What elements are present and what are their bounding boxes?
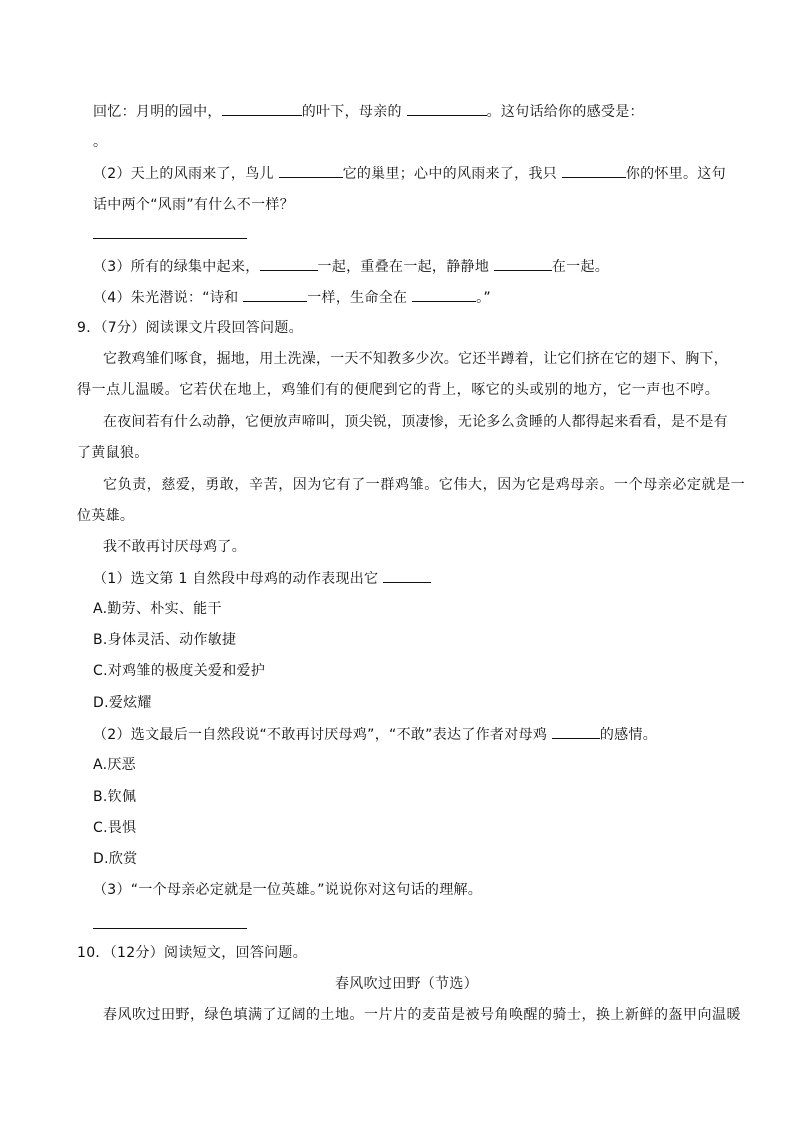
q8-recall-text-b: 的叶下，母亲的 xyxy=(301,104,407,120)
q9-sub2-option-a[interactable]: A.厌恶 xyxy=(93,757,136,773)
q9-para3-line1: 它负责，慈爱，勇敢，辛苦，因为它有了一群鸡雏。它伟大，因为它是鸡母亲。一个母亲必定就是一 xyxy=(103,477,746,493)
q8-part4-text-b: 一样，生命全在 xyxy=(307,290,413,306)
q8-part2-text-b: 它的巢里；心中的风雨来了，我只 xyxy=(342,166,562,182)
q9-sub1-option-b[interactable]: B.身体灵活、动作敏捷 xyxy=(93,632,237,648)
q8-part3-line xyxy=(93,256,609,277)
q8-part4-line xyxy=(93,287,491,308)
q9-sub2-option-b[interactable]: B.钦佩 xyxy=(93,789,137,805)
q8-recall-end: 。 xyxy=(93,134,108,150)
q9-sub1-option-c[interactable]: C.对鸡雏的极度关爱和爱护 xyxy=(93,663,266,679)
q8-recall-blank-2[interactable] xyxy=(407,101,487,116)
q9-para3-line2: 位英雄。 xyxy=(77,508,135,524)
q9-sub1-option-a[interactable]: A.勤劳、朴实、能干 xyxy=(93,601,222,617)
q10-para1-line1: 春风吹过田野，绿色填满了辽阔的土地。一片片的麦苗是被号角唤醒的骑士，换上新鲜的盔甲向温暖 xyxy=(103,1007,741,1023)
q9-para4: 我不敢再讨厌母鸡了。 xyxy=(103,539,246,555)
q8-part3-text-c: 在一起。 xyxy=(551,259,610,275)
q9-para1-line1: 它教鸡雏们啄食，掘地，用土洗澡，一天不知教多少次。它还半蹲着，让它们挤在它的翅下、胸下， xyxy=(103,351,728,367)
q8-recall-text-a: 回忆：月明的园中， xyxy=(93,104,222,120)
q8-part2-text-a: （2）天上的风雨来了，鸟儿 xyxy=(93,166,279,182)
q8-part3-text-b: 一起，重叠在一起，静静地 xyxy=(317,259,494,275)
q8-part3-blank-1[interactable] xyxy=(260,256,318,271)
q8-part4-blank-1[interactable] xyxy=(243,287,307,302)
q9-para2-line2: 了黄鼠狼。 xyxy=(77,445,149,461)
q9-para1-line2: 得一点儿温暖。它若伏在地上，鸡雏们有的便爬到它的背上，啄它的头或别的地方，它一声也不哼。 xyxy=(77,382,720,398)
q9-sub1-line xyxy=(93,568,431,589)
q8-part2-blank-1[interactable] xyxy=(279,163,343,178)
q9-sub2-text-a: （2）选文最后一自然段说“不敢再讨厌母鸡”，“不敢”表达了作者对母鸡 xyxy=(93,727,552,743)
q8-part2-answer-line[interactable] xyxy=(93,238,247,239)
q8-part2-text-c: 你的怀里。这句 xyxy=(625,166,726,182)
q9-sub2-text-b: 的感情。 xyxy=(599,727,658,743)
q9-header: 9．（7分）阅读课文片段回答问题。 xyxy=(77,320,303,336)
q9-sub2-option-d[interactable]: D.欣赏 xyxy=(93,851,138,867)
q9-sub2-blank[interactable] xyxy=(552,724,600,739)
q8-part4-text-a: （4）朱光潜说：“诗和 xyxy=(93,290,244,306)
q10-passage-title: 春风吹过田野（节选） xyxy=(335,976,478,992)
q8-part2-continuation: 话中两个“风雨”有什么不一样？ xyxy=(93,197,295,213)
q8-recall-blank-1[interactable] xyxy=(222,101,302,116)
q8-part3-text-a: （3）所有的绿集中起来， xyxy=(93,259,260,275)
q9-sub1-option-d[interactable]: D.爱炫耀 xyxy=(93,695,152,711)
q9-sub1-blank[interactable] xyxy=(383,568,431,583)
q8-part4-blank-2[interactable] xyxy=(412,287,476,302)
q9-sub3-line: （3）“一个母亲必定就是一位英雄。”说说你对这句话的理解。 xyxy=(93,882,483,898)
q8-part4-text-c: 。” xyxy=(476,290,491,306)
q10-header: 10．（12分）阅读短文，回答问题。 xyxy=(77,945,308,961)
q9-para2-line1: 在夜间若有什么动静，它便放声啼叫，顶尖锐，顶凄惨，无论多么贪睡的人都得起来看看，是不是有 xyxy=(103,414,728,430)
q8-part2-line xyxy=(93,163,726,184)
q8-recall-text-c: 。这句话给你的感受是： xyxy=(486,104,644,120)
q9-sub3-answer-line[interactable] xyxy=(93,928,247,929)
q9-sub2-option-c[interactable]: C.畏惧 xyxy=(93,820,137,836)
q8-recall-line xyxy=(93,101,644,122)
q9-sub1-text: （1）选文第 1 自然段中母鸡的动作表现出它 xyxy=(93,571,384,587)
q9-sub2-line xyxy=(93,724,657,745)
q8-part3-blank-2[interactable] xyxy=(494,256,552,271)
q8-part2-blank-2[interactable] xyxy=(562,163,626,178)
